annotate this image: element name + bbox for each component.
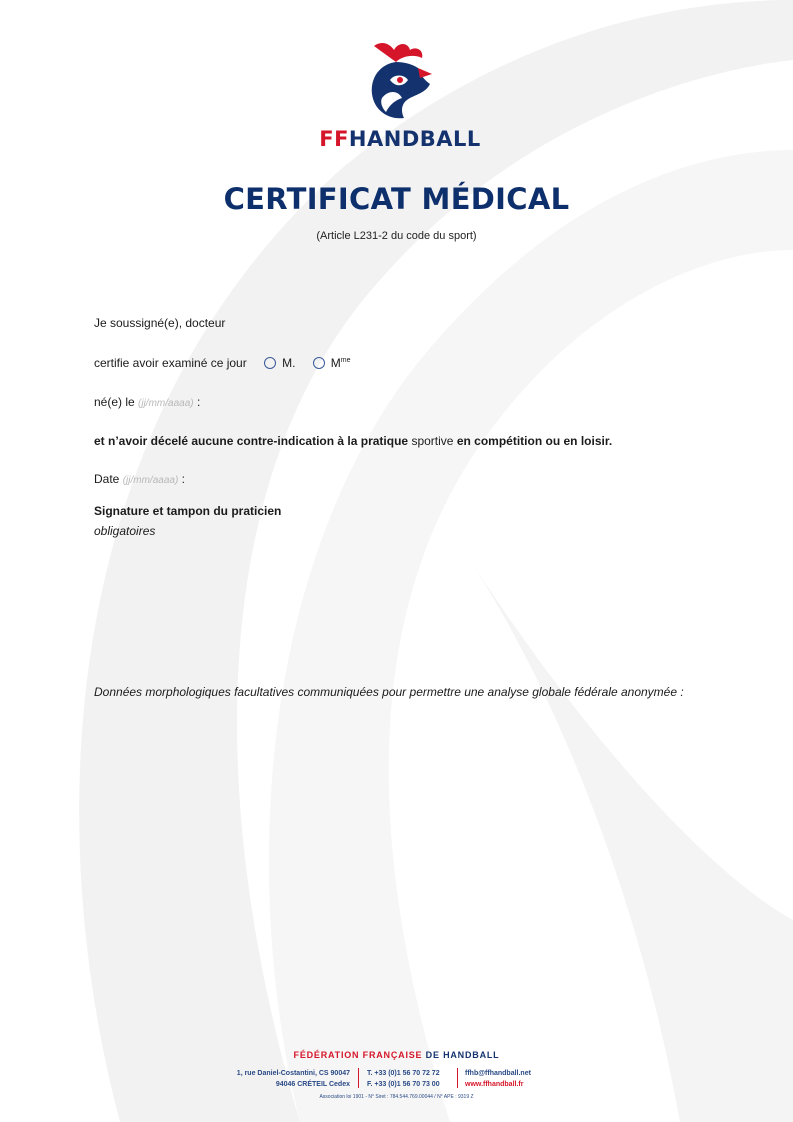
radio-m[interactable]: [264, 357, 276, 369]
date-line: [94, 472, 185, 486]
footer-legal: Association loi 1901 - N° Siret : 784.544.769.00044 / N° APE : 9319 Z: [319, 1094, 474, 1100]
declaration-line: [94, 434, 612, 448]
footer: [0, 1050, 793, 1100]
born-date-field[interactable]: (jj/mm/aaaa): [138, 398, 194, 409]
signature-label-text: Signature et tampon du praticien: [94, 504, 282, 518]
radio-m-label: M.: [282, 356, 296, 370]
footer-title-red: FÉDÉRATION FRANÇAISE: [293, 1050, 423, 1060]
examined-line: [94, 356, 351, 370]
footer-fax: F. +33 (0)1 56 70 73 00: [367, 1081, 440, 1088]
born-colon: :: [196, 395, 201, 409]
footer-separator: [457, 1068, 458, 1088]
declaration-part2: sportive: [411, 434, 454, 448]
footer-phones: [367, 1068, 467, 1090]
footer-website-link[interactable]: www.ffhandball.fr: [465, 1081, 524, 1088]
page-title: CERTIFICAT MÉDICAL: [223, 182, 570, 216]
brand-wordmark: [300, 127, 500, 151]
examined-label: certifie avoir examiné ce jour: [94, 356, 247, 370]
born-label: né(e) le: [94, 395, 135, 409]
born-line: [94, 395, 200, 409]
brand-ff: FF: [319, 127, 349, 151]
radio-mme-sup: me: [340, 357, 351, 364]
footer-phone: T. +33 (0)1 56 70 72 72: [367, 1070, 440, 1077]
brand-handball: HANDBALL: [348, 127, 481, 151]
page-subtitle: (Article L231-2 du code du sport): [316, 230, 477, 242]
footer-email-link[interactable]: ffhb@ffhandball.net: [465, 1070, 531, 1077]
footer-address-1: 1, rue Daniel-Costantini, CS 90047: [236, 1070, 350, 1077]
date-label: Date: [94, 472, 120, 486]
declaration-part1: et n’avoir décelé aucune contre-indication à la pratique: [94, 434, 409, 448]
footer-address-2: 94046 CRÉTEIL Cedex: [275, 1081, 350, 1088]
doctor-line: Je soussigné(e), docteur: [94, 316, 226, 330]
radio-mme[interactable]: [313, 357, 325, 369]
signature-label: [94, 504, 281, 518]
footer-title-blue: DE HANDBALL: [425, 1050, 500, 1060]
radio-mme-label: [331, 356, 351, 370]
date-field[interactable]: (jj/mm/aaaa): [122, 475, 179, 486]
date-colon: :: [181, 472, 185, 486]
ffhandball-rooster-logo: [360, 40, 440, 122]
footer-title: [0, 1050, 793, 1060]
footer-separator: [358, 1068, 359, 1088]
signature-note: obligatoires: [94, 524, 156, 538]
footer-address: [228, 1068, 350, 1090]
footer-web: [465, 1068, 575, 1090]
declaration-part3: en compétition ou en loisir.: [456, 434, 613, 448]
radio-mme-text: M: [330, 356, 341, 370]
morphology-note: Données morphologiques facultatives communiquées pour permettre une analyse globale fédérale anonymée :: [94, 685, 684, 699]
